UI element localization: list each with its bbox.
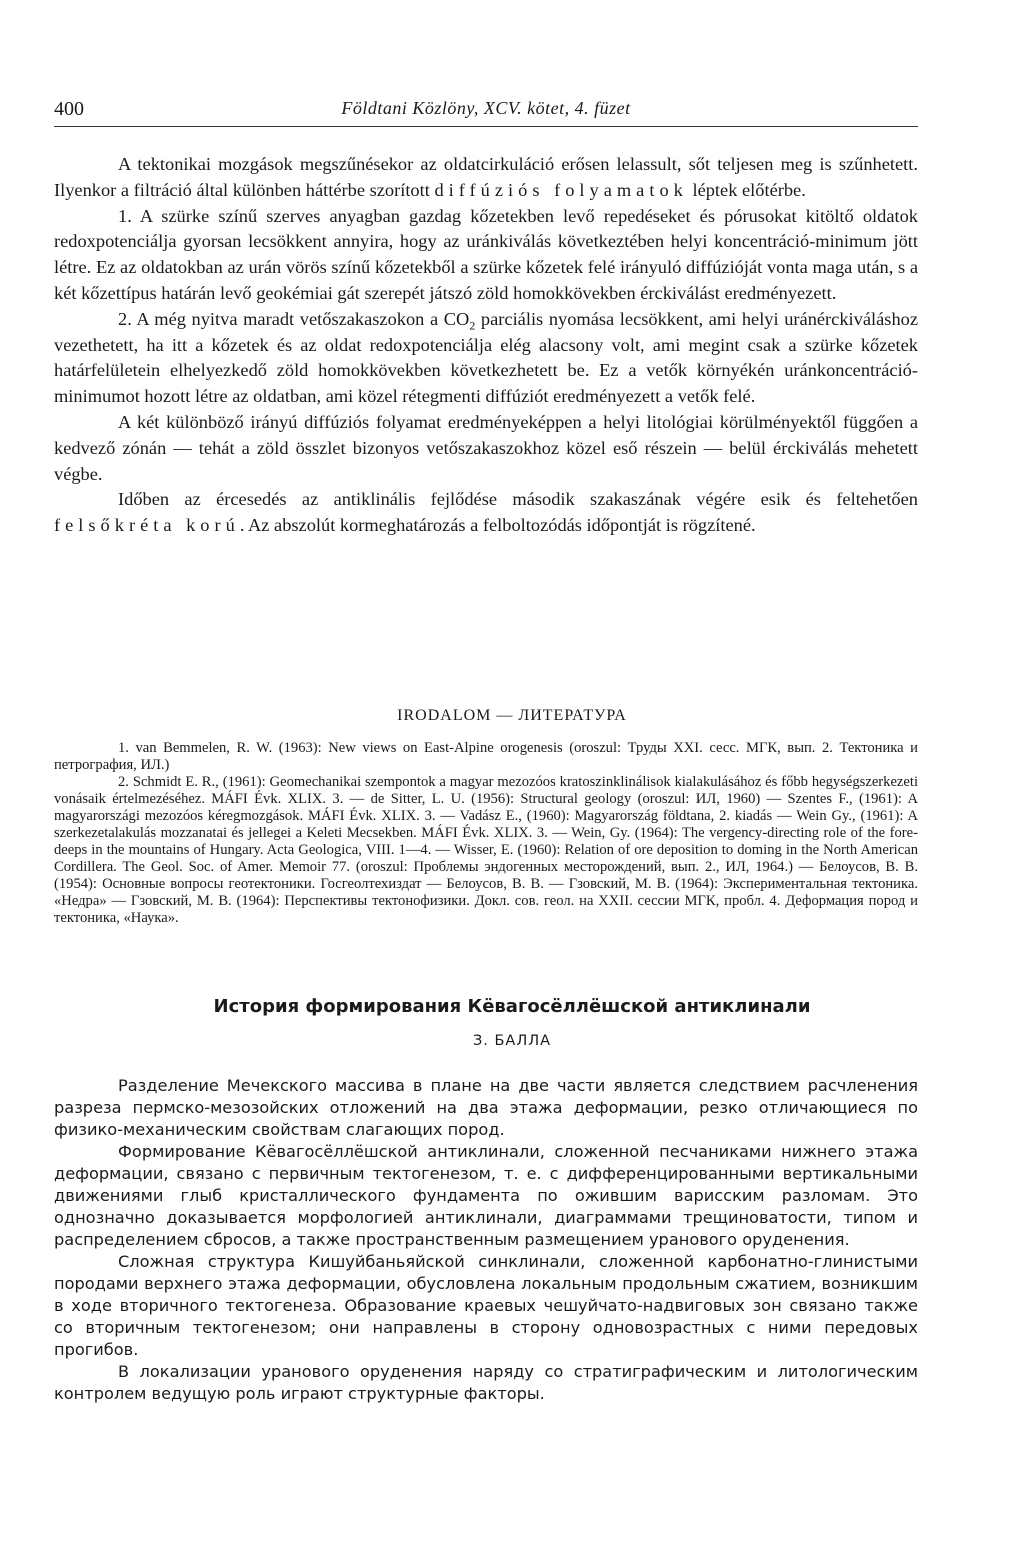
russian-summary-title: История формирования Кёвагосёллёшской антиклинали — [213, 996, 811, 1017]
paragraph-3 — [54, 307, 918, 410]
hungarian-body-text — [54, 152, 918, 539]
emphasis-upper-cretaceous: felsőkréta korú — [54, 515, 240, 536]
russian-paragraph: Сложная структура Кишуйбаньяйской синклинали, сложенной карбонатно-глинистыми породами верхнего этажа деформации, обусловлена локальным продольным сжатием, возникшим в ходе вторичного тектогенеза. Образование краевых чешуйчато-надвиговых зон связано также со вторичным тектогенезом; они направлены в сторону одновозрастных с ними передовых прогибов. — [54, 1252, 918, 1359]
co2-subscript: 2 — [469, 318, 476, 333]
paragraph-3-text: 2. A még nyitva maradt vetőszakaszokon a CO — [118, 308, 470, 329]
paragraph-1 — [54, 152, 918, 204]
russian-paragraph: Формирование Кёвагосёллёшской антиклинали, сложенной песчаниками нижнего этажа деформации, связано с первичным тектогенезом, т. е. с дифференцированными вертикальными движениями глыб кристаллического фундамента по ожившим варисским разломам. Это однозначно доказывается морфологией антиклинали, диаграммами трещиноватости, типом и распределением сбросов, а также пространственным размещением уранового оруденения. — [54, 1142, 918, 1249]
reference-entry: 1. van Bemmelen, R. W. (1963): New views on East-Alpine orogenesis (oroszul: Труды XXI. сесс. МГК, вып. 2. Тектоника и петрография, ИЛ.) — [54, 740, 918, 773]
paragraph-1-text: A tektonikai mozgások megszűnésekor az oldatcirkuláció erősen lelassult, sőt teljesen meg is szűnhetett. Ilyenkor a filtráció által különben háttérbe szorított — [54, 154, 918, 200]
paragraph-5-text: Időben az ércesedés az antiklinális fejlődése második szakaszának végére esik és feltehetően — [118, 489, 918, 510]
paragraph-2: 1. A szürke színű szerves anyagban gazdag kőzetekben levő repedéseket és pórusokat kitöltő oldatok redoxpotenciálja gyorsan lecsökkent annyira, hogy az uránkiválás következtében helyi koncentráció-minimum jött létre. Ez az oldatokban az urán vörös színű kőzetekből a szürke kőzetek felé irányuló diffúzióját vonta maga után, s a két kőzettípus határán levő geokémiai gát szerepét játszó zöld homokkövekben érckiválást eredményezett. — [54, 205, 918, 303]
references-heading: IRODALOM — ЛИТЕРАТУРА — [397, 707, 627, 724]
paragraph-5-end: . Az abszolút kormeghatározás a felboltozódás időpontját is rögzítené. — [239, 515, 756, 536]
page-header — [54, 96, 918, 127]
russian-summary-author: З. БАЛЛА — [472, 1033, 552, 1049]
running-head: Földtani Közlöny, XCV. kötet, 4. füzet — [341, 98, 631, 118]
russian-paragraph: Разделение Мечекского массива в плане на две части является следствием расчленения разреза пермско-мезозойских отложений на два этажа деформации, резко отличающиеся по физико-механическим свойствам слагающих пород. — [54, 1076, 918, 1139]
russian-summary-text — [54, 1075, 918, 1405]
page-number: 400 — [54, 98, 84, 120]
paragraph-1-end: léptek előtérbe. — [687, 179, 806, 200]
paragraph-4: A két különböző irányú diffúziós folyamat eredményeképpen a helyi litológiai körülményektől függően a kedvező zónán — tehát a zöld összlet bizonyos vetőszakaszokhoz közel eső részein — belül érckiválás mehetett végbe. — [54, 411, 918, 484]
references-list — [54, 740, 918, 927]
paragraph-3-end: parciális nyomása lecsökkent, ami helyi uránérckiváláshoz vezethetett, ha itt a kőzetek és az oldat redoxpotenciálja elég alacsony volt, ami megint csak a szürke kőzetek határfelületein elhelyezkedő zöld homokkövekben következhetett be. Ez a vetők környékén uránkoncentráció-minimumot hozott létre az oldatban, ami közel rétegmenti diffúziót eredményezett a vetők felé. — [54, 308, 918, 407]
emphasis-diffusion: diffúziós folyamatok — [434, 179, 688, 200]
russian-paragraph: В локализации уранового оруденения наряду со стратиграфическим и литологическим контролем ведущую роль играют структурные факторы. — [54, 1362, 918, 1403]
paragraph-5 — [54, 487, 918, 539]
reference-entry: 2. Schmidt E. R., (1961): Geomechanikai szempontok a magyar mezozóos kratoszinklinálisok kialakulásához és főbb hegységszerkezeti vonásaik értelmezéséhez. MÁFI Évk. XLIX. 3. — de Sitter, L. U. (1956): Structural geology (oroszul: ИЛ, 1960) — Szentes F., (1961): A magyarországi mezozóos kéregmozgások. MÁFI Évk. XLIX. 3. — Vadász E., (1960): Magyarország földtana, 2. kiadás — Wein Gy., (1961): A szerkezetalakulás mozzanatai és jellegei a Keleti Mecsekben. MÁFI Évk. XLIX. 3. — Wein, Gy. (1964): The vergency-directing role of the fore-deeps in the mountains of Hungary. Acta Geologica, VIII. 1—4. — Wisser, E. (1960): Relation of ore deposition to doming in the North American Cordillera. The Geol. Soc. of Amer. Memoir 77. (oroszul: Проблемы эндогенных месторождений, вып. 2., ИЛ, 1964.) — Белоусов, В. В. (1954): Основные вопросы геотектоники. Госгеолтехиздат — Белоусов, В. В. — Гзовский, М. В. (1964): Экспериментальная тектоника. «Недра» — Гзовский, М. В. (1964): Перспективы тектонофизики. Докл. сов. геол. на XXII. сессии МГК, пробл. 4. Деформация пород и тектоника, «Наука». — [54, 774, 918, 926]
